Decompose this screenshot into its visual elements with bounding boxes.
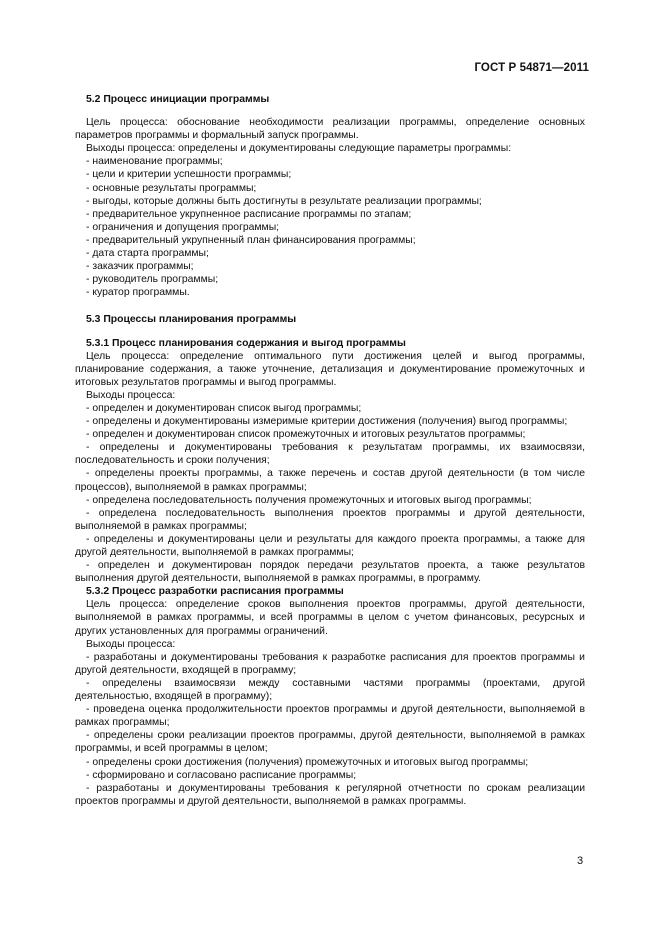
- list-item: - определены сроки реализации проектов программы, другой деятельности, выполняемой в рамках программы, и всей программы в целом;: [75, 730, 585, 755]
- list-item: - определены сроки достижения (получения) промежуточных и итоговых выгод программы;: [86, 756, 529, 768]
- list-item: - руководитель программы;: [86, 274, 219, 286]
- list-item: - предварительное укрупненное расписание программы по этапам;: [86, 208, 412, 220]
- section-5-3-2-outputs-intro: Выходы процесса:: [86, 638, 176, 650]
- document-body: [75, 93, 585, 808]
- list-item: - цели и критерии успешности программы;: [86, 169, 292, 181]
- list-item: - сформировано и согласовано расписание программы;: [86, 769, 357, 781]
- list-item: - проведена оценка продолжительности проектов программы и другой деятельности, выполняемой в рамках программы;: [75, 704, 585, 729]
- list-item: - определены и документированы измеримые критерии достижения (получения) выгод программы;: [86, 416, 568, 428]
- section-5-3-1-outputs-intro: Выходы процесса:: [86, 389, 176, 401]
- list-item: - основные результаты программы;: [86, 182, 257, 194]
- list-item: - определена последовательность выполнения проектов программы и другой деятельности, выполняемой в рамках программы;: [75, 507, 585, 532]
- document-header: ГОСТ Р 54871—2011: [474, 62, 589, 74]
- list-item: - заказчик программы;: [86, 261, 194, 273]
- list-item: - предварительный укрупненный план финансирования программы;: [86, 234, 416, 246]
- section-5-2-title: 5.2 Процесс инициации программы: [86, 94, 270, 105]
- section-5-3-title: 5.3 Процессы планирования программы: [86, 314, 297, 326]
- section-5-3-2-goal: Цель процесса: определение сроков выполнения проектов программы, другой деятельности, выполняемой в рамках программы, и всей программы в целом с учетом финансовых, ресурсных и других установленных для программы ограничений.: [75, 599, 585, 637]
- list-item: - определен и документирован список выгод программы;: [86, 402, 362, 414]
- list-item: - определен и документирован список промежуточных и итоговых результатов программы;: [86, 429, 526, 441]
- list-item: - разработаны и документированы требования к регулярной отчетности по срокам реализации проектов программы и другой деятельности, выполняемой в рамках программы.: [75, 782, 585, 807]
- list-item: - определен и документирован порядок передачи результатов проекта, а также результатов выполнения другой деятельности, выполняемой в рамках программы, в программу.: [75, 560, 585, 585]
- list-item: - разработаны и документированы требования к разработке расписания для проектов программы и другой деятельности, входящей в программу;: [75, 651, 585, 676]
- list-item: - наименование программы;: [86, 156, 223, 168]
- list-item: - определены взаимосвязи между составными частями программы (проектами, другой деятельностью, входящей в программу);: [75, 677, 585, 703]
- section-5-3-2-title: 5.3.2 Процесс разработки расписания программы: [86, 586, 344, 598]
- list-item: - дата старта программы;: [86, 248, 209, 260]
- list-item: - определена последовательность получения промежуточных и итоговых выгод программы;: [86, 494, 532, 506]
- list-item: - ограничения и допущения программы;: [86, 221, 280, 233]
- list-item: - выгоды, которые должны быть достигнуты в результате реализации программы;: [86, 195, 482, 207]
- list-item: - куратор программы.: [86, 287, 190, 299]
- page-number: 3: [577, 855, 584, 867]
- section-5-3-1-goal: Цель процесса: определение оптимального пути достижения целей и выгод программы, планирование содержания, а также уточнение, детализация и документирование промежуточных и итоговых результатов программы и выгод программы.: [75, 350, 585, 388]
- section-5-3-1-title: 5.3.1 Процесс планирования содержания и выгод программы: [86, 337, 406, 349]
- section-5-2-outputs-intro: Выходы процесса: определены и документированы следующие параметры программы:: [86, 143, 512, 155]
- list-item: - определены и документированы цели и результаты для каждого проекта программы, а также для другой деятельности, выполняемой в рамках программы;: [75, 533, 585, 558]
- list-item: - определены проекты программы, а также перечень и состав другой деятельности (в том числе процессов), выполняемой в рамках программы;: [75, 468, 585, 493]
- list-item: - определены и документированы требования к результатам программы, их взаимосвязи, последовательность и сроки получения;: [75, 442, 585, 467]
- section-5-2-goal: Цель процесса: обоснование необходимости реализации программы, определение основных параметров программы и формальный запуск программы.: [75, 117, 585, 142]
